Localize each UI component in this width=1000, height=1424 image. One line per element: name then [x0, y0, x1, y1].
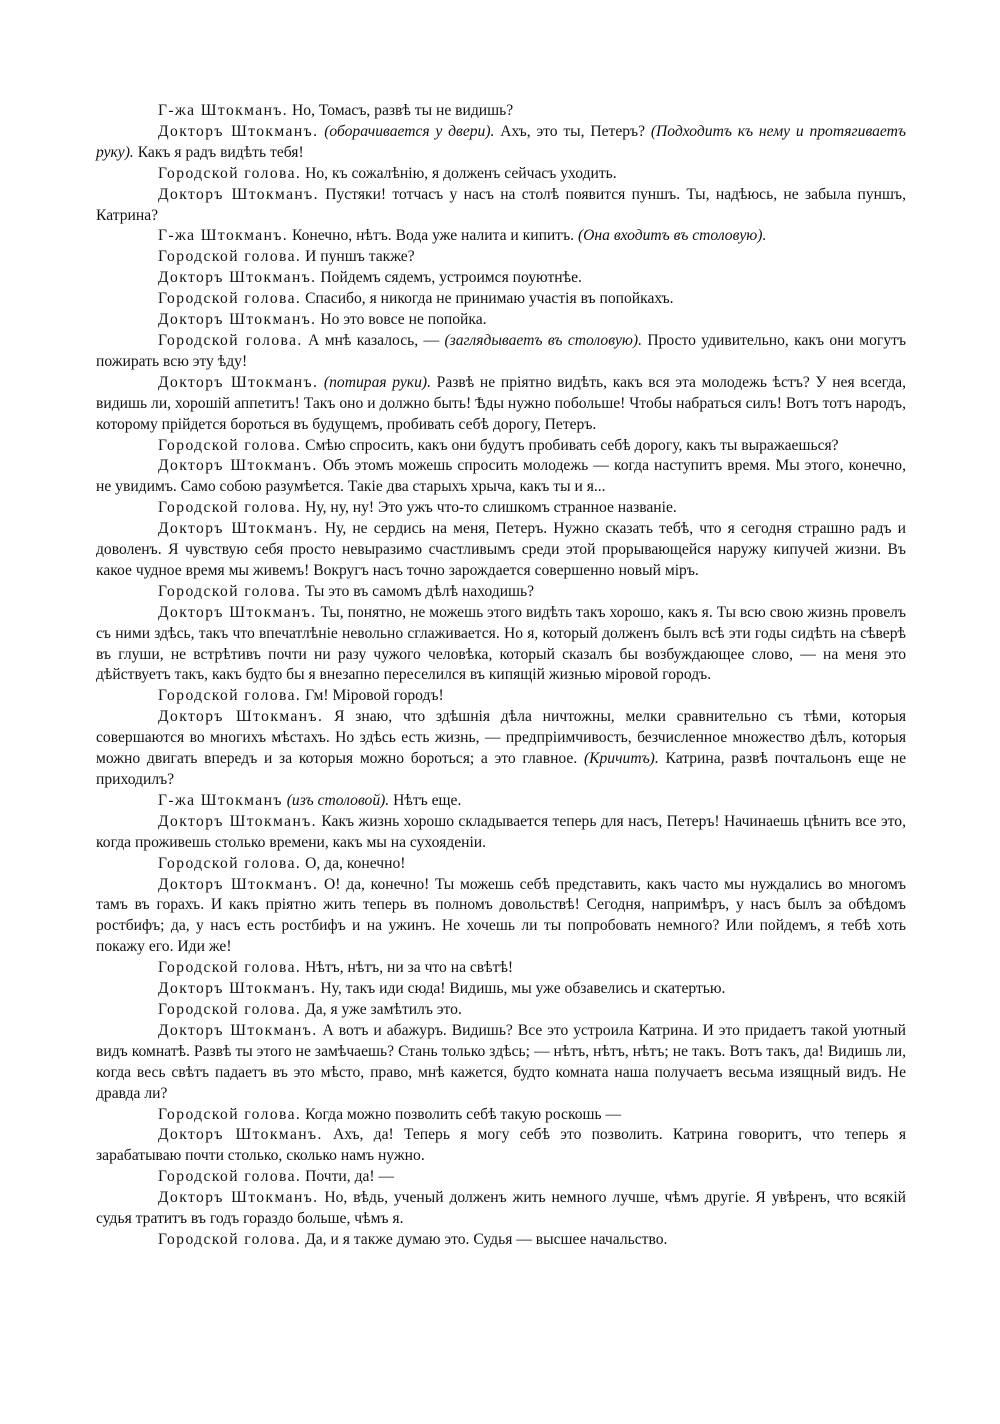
- dialogue-text: Смѣю спросить, какъ они будутъ пробивать себѣ дорогу, какъ ты выражаешься?: [301, 436, 839, 454]
- dialogue-paragraph: [96, 101, 906, 122]
- speaker-name: Докторъ Штокманъ.: [158, 520, 319, 538]
- speaker-name: Докторъ Штокманъ.: [158, 980, 317, 998]
- dialogue-paragraph: [96, 875, 906, 959]
- dialogue-text: Ну, не сердись на меня, Петеръ. Нужно сказать тебѣ, что я сегодня страшно радъ и доволенъ. Я чувствую себя просто невыразимо счастливымъ среди этой прорывающейся наружу кипучей жизни. Въ какое чудное время мы живемъ! Вокругъ насъ точно зарождается совершенно новый міръ.: [96, 520, 906, 579]
- dialogue-paragraph: [96, 582, 906, 603]
- dialogue-paragraph: [96, 1105, 906, 1126]
- dialogue-paragraph: [96, 289, 906, 310]
- speaker-name: Докторъ Штокманъ.: [158, 1189, 319, 1207]
- dialogue-paragraph: [96, 1000, 906, 1021]
- speaker-name: Городской голова.: [158, 1168, 302, 1186]
- dialogue-paragraph: [96, 1021, 906, 1105]
- dialogue-text: Почти, да! —: [301, 1168, 395, 1186]
- dialogue-paragraph: [96, 1125, 906, 1167]
- dialogue-paragraph: [96, 436, 906, 457]
- dialogue-paragraph: [96, 268, 906, 289]
- dialogue-text: Объ этомъ можешь спросить молодежь — когда наступитъ время. Мы этого, конечно, не увидимъ. Само собою разумѣется. Такіе два старыхъ хрыча, какъ ты и я...: [96, 457, 906, 496]
- speaker-name: Докторъ Штокманъ.: [158, 457, 318, 475]
- stage-direction: (Кричитъ).: [583, 750, 659, 768]
- dialogue-text: Какъ жизнь хорошо складывается теперь для насъ, Петеръ! Начинаешь цѣнить все это, когда проживешь столько времени, какъ мы на сухояденіи.: [96, 812, 906, 851]
- dialogue-text: Спасибо, я никогда не принимаю участія въ попойкахъ.: [301, 290, 674, 308]
- stage-direction: (потирая руки).: [323, 373, 431, 391]
- dialogue-text: Катрина, развѣ почтальонъ еще не приходилъ?: [96, 750, 906, 788]
- speaker-name: Городской голова.: [158, 436, 302, 454]
- speaker-name: Докторъ Штокманъ.: [158, 122, 319, 140]
- dialogue-paragraph: [96, 498, 906, 519]
- speaker-name: Докторъ Штокманъ.: [158, 373, 319, 391]
- stage-direction: (изъ столовой).: [286, 791, 390, 809]
- speaker-name: Докторъ Штокманъ.: [158, 708, 324, 726]
- dialogue-paragraph: [96, 247, 906, 268]
- speaker-name: Городской голова.: [158, 582, 302, 600]
- dialogue-text: Ахъ, да! Теперь я могу себѣ это позволить. Катрина говоритъ, что теперь я зарабатываю почти столько, сколько намъ нужно.: [96, 1126, 906, 1165]
- speaker-name: Городской голова.: [158, 331, 303, 349]
- dialogue-text: О! да, конечно! Ты можешь себѣ представить, какъ часто мы нуждались во многомъ тамъ въ горахъ. И какъ пріятно жить теперь въ полномъ довольствѣ! Сегодня, напримѣръ, у насъ былъ за обѣдомъ ростбифъ; да, у насъ есть ростбифъ и на ужинъ. Не хочешь ли ты попробовать немного? Или пойдемъ, я тебѣ хоть покажу его. Иди же!: [96, 875, 906, 956]
- dialogue-text: Просто удивительно, какъ они могутъ пожирать всю эту ѣду!: [96, 331, 907, 370]
- dialogue-text: Конечно, нѣтъ. Вода уже налита и кипитъ.: [288, 227, 578, 245]
- speaker-name: Городской голова.: [158, 164, 302, 182]
- speaker-name: Докторъ Штокманъ.: [158, 185, 319, 203]
- dialogue-text: Но, къ сожалѣнію, я долженъ сейчасъ уходить.: [301, 164, 617, 182]
- stage-direction: (оборачивается у двери).: [324, 122, 495, 140]
- dialogue-text: Нѣтъ еще.: [389, 791, 462, 809]
- speaker-name: Г-жа Штокманъ: [158, 791, 283, 809]
- speaker-name: Городской голова.: [158, 959, 302, 977]
- dialogue-text: Пойдемъ сядемъ, устроимся поуютнѣе.: [316, 269, 582, 287]
- speaker-name: Городской голова.: [158, 687, 302, 705]
- speaker-name: Городской голова.: [158, 248, 302, 266]
- speaker-name: Докторъ Штокманъ.: [158, 812, 317, 830]
- dialogue-paragraph: [96, 519, 906, 582]
- speaker-name: Городской голова.: [158, 499, 302, 517]
- dialogue-text: Но, вѣдь, ученый долженъ жить немного лучше, чѣмъ другіе. Я увѣренъ, что всякій судья тратитъ въ годъ гораздо больше, чѣмъ я.: [96, 1189, 906, 1228]
- dialogue-paragraph: [96, 185, 906, 227]
- dialogue-paragraph: [96, 310, 906, 331]
- speaker-name: Докторъ Штокманъ.: [158, 269, 317, 287]
- dialogue-text: Да, и я также думаю это. Судья — высшее начальство.: [301, 1230, 668, 1248]
- dialogue-text: Развѣ не пріятно видѣть, какъ вся эта молодежь ѣстъ? У нея всегда, видишь ли, хорошій аппетитъ! Такъ оно и должно быть! Ѣды нужно побольше! Чтобы набраться силъ! Вотъ тотъ народъ, которому прійдется бороться въ будущемъ, пробивать себѣ дорогу, Петеръ.: [96, 373, 906, 433]
- speaker-name: Г-жа Штокманъ.: [158, 102, 289, 119]
- dialogue-text: Ты это въ самомъ дѣлѣ находишь?: [301, 582, 535, 600]
- speaker-name: Докторъ Штокманъ.: [158, 875, 319, 893]
- speaker-name: Докторъ Штокманъ.: [158, 1126, 323, 1144]
- dialogue-paragraph: [96, 122, 906, 164]
- stage-direction: (заглядываетъ въ столовую).: [444, 331, 642, 349]
- dialogue-paragraph: [96, 603, 906, 687]
- speaker-name: Городской голова.: [158, 1000, 302, 1018]
- stage-direction: (Подходитъ къ нему и протягиваетъ руку).: [96, 122, 906, 161]
- speaker-name: Докторъ Штокманъ.: [158, 603, 317, 621]
- dialogue-text: Нѣтъ, нѣтъ, ни за что на свѣтѣ!: [301, 959, 514, 977]
- dialogue-paragraph: [96, 958, 906, 979]
- dialogue-text: Но это вовсе не попойка.: [316, 311, 487, 329]
- dialogue-text: Ты, понятно, не можешь этого видѣть такъ хорошо, какъ я. Ты всю свою жизнь провелъ съ ними здѣсь, такъ что впечатлѣніе невольно сглаживается. Но я, который долженъ былъ всѣ эти годы сидѣть на сѣверѣ въ глуши, не встрѣтивъ почти ни разу чужого человѣка, который сказалъ бы возбуждающее слово, — на меня это дѣйствуетъ такъ, какъ будто бы я внезапно переселился въ кипящій жизнью міровой городъ.: [96, 603, 906, 684]
- speaker-name: Докторъ Штокманъ.: [158, 311, 317, 329]
- stage-direction: (Она входитъ въ столовую).: [577, 227, 767, 245]
- dialogue-paragraph: [96, 373, 906, 436]
- dialogue-text: Гм! Міровой городъ!: [301, 687, 444, 705]
- dialogue-text: Да, я уже замѣтилъ это.: [301, 1000, 462, 1018]
- speaker-name: Городской голова.: [158, 854, 302, 872]
- speaker-name: Городской голова.: [158, 290, 302, 308]
- speaker-name: Городской голова.: [158, 1105, 302, 1123]
- dialogue-text: О, да, конечно!: [301, 854, 406, 872]
- speaker-name: Докторъ Штокманъ.: [158, 1021, 318, 1039]
- dialogue-text: Я знаю, что здѣшнія дѣла ничтожны, мелки сравнительно съ тѣми, которыя совершаются во многихъ мѣстахъ. Но здѣсь есть жизнь, — предпріимчивость, безчисленное множество дѣлъ, которыя можно двигать впередъ и за которыя можно бороться; а это главное.: [96, 708, 906, 768]
- dialogue-text: Пустяки! тотчасъ у насъ на столѣ появится пуншъ. Ты, надѣюсь, не забыла пуншъ, Катрина?: [96, 185, 906, 224]
- dialogue-text: Но, Томасъ, развѣ ты не видишь?: [288, 102, 514, 119]
- speaker-name: Городской голова.: [158, 1230, 302, 1248]
- dialogue-paragraph: [96, 854, 906, 875]
- dialogue-paragraph: [96, 331, 906, 373]
- dialogue-text: А мнѣ казалось, —: [302, 331, 445, 349]
- dialogue-paragraph: [96, 791, 906, 812]
- speaker-name: Г-жа Штокманъ.: [158, 227, 289, 245]
- dialogue-paragraph: [96, 164, 906, 185]
- dialogue-paragraph: [96, 812, 906, 854]
- dialogue-text: Ну, ну, ну! Это ужъ что-то слишкомъ странное названіе.: [301, 499, 677, 517]
- dialogue-paragraph: [96, 456, 906, 498]
- dialogue-paragraph: [96, 1230, 906, 1251]
- dialogue-text: Когда можно позволить себѣ такую роскошь —: [301, 1105, 622, 1123]
- dialogue-paragraph: [96, 979, 906, 1000]
- dialogue-paragraph: [96, 686, 906, 707]
- dialogue-text: Какъ я радъ видѣть тебя!: [133, 143, 304, 161]
- dialogue-paragraph: [96, 707, 906, 791]
- dialogue-paragraph: [96, 1167, 906, 1188]
- dialogue-text: А вотъ и абажуръ. Видишь? Все это устроила Катрина. И это придаетъ такой уютный видъ комнатѣ. Развѣ ты этого не замѣчаешь? Стань только здѣсь; — нѣтъ, нѣтъ, нѣтъ; не такъ. Вотъ такъ, да! Видишь ли, когда весь свѣтъ падаетъ въ это мѣсто, право, мнѣ кажется, будто комната наша получаетъ весьма изящный видъ. Не дравда ли?: [96, 1021, 906, 1102]
- dialogue-text: И пуншъ также?: [301, 248, 415, 266]
- dialogue-text: Ну, такъ иди сюда! Видишь, мы уже обзавелись и скатертью.: [316, 980, 726, 998]
- dialogue-text: Ахъ, это ты, Петеръ?: [494, 122, 651, 140]
- dialogue-paragraph: [96, 226, 906, 247]
- dialogue-paragraph: [96, 1188, 906, 1230]
